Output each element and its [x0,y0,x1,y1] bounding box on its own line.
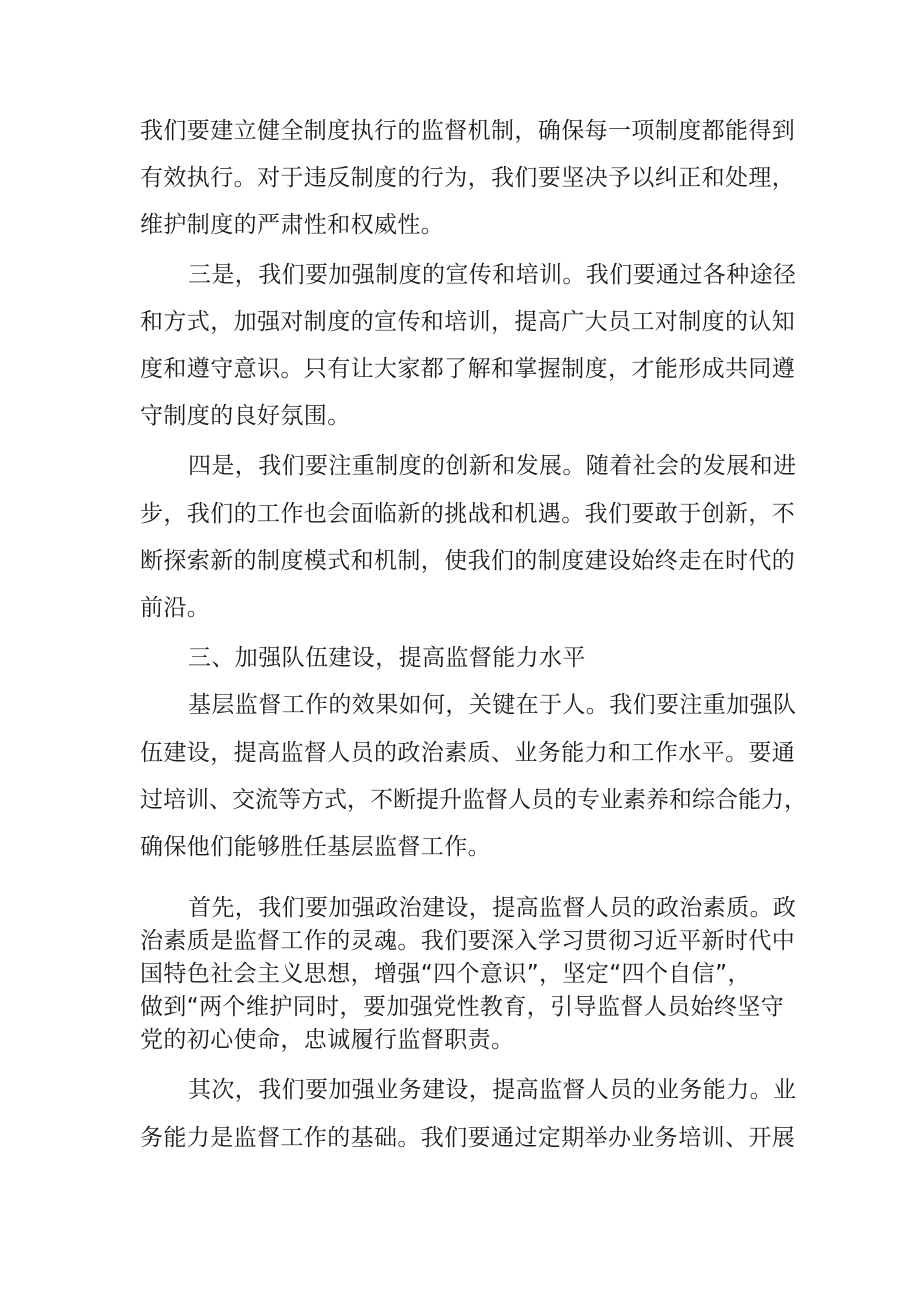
body-text-line: 步，我们的工作也会面临新的挑战和机遇。我们要敢于创新，不 [140,501,796,527]
body-text-line: 和方式，加强对制度的宣传和培训，提高广大员工对制度的认知 [140,309,796,335]
body-text-line: 度和遵守意识。只有让大家都了解和掌握制度，才能形成共同遵 [140,356,796,382]
body-text-line: 务能力是监督工作的基础。我们要通过定期举办业务培训、开展 [140,1125,796,1151]
paragraph-first-line: 首先，我们要加强政治建设，提高监督人员的政治素质。政 [188,895,797,921]
body-text-line: 前沿。 [140,595,211,621]
section-heading: 三、加强队伍建设，提高监督能力水平 [188,645,586,671]
body-text-line: 国特色社会主义思想，增强“四个意识”，坚定“四个自信”， [140,961,751,987]
body-text-line: 党的初心使命，忠诚履行监督职责。 [140,1027,515,1053]
body-text-line: 做到“两个维护同时，要加强党性教育，引导监督人员始终坚守 [140,994,785,1020]
paragraph-first-line: 四是，我们要注重制度的创新和发展。随着社会的发展和进 [188,453,797,479]
body-text-line: 治素质是监督工作的灵魂。我们要深入学习贯彻习近平新时代中 [140,928,796,954]
body-text-line: 确保他们能够胜任基层监督工作。 [140,834,491,860]
body-text-line: 我们要建立健全制度执行的监督机制，确保每一项制度都能得到 [140,118,796,144]
body-text-line: 过培训、交流等方式，不断提升监督人员的专业素养和综合能力， [140,787,807,813]
body-text-line: 有效执行。对于违反制度的行为，我们要坚决予以纠正和处理， [140,165,796,191]
paragraph-first-line: 其次，我们要加强业务建设，提高监督人员的业务能力。业 [188,1077,797,1103]
body-text-line: 维护制度的严肃性和权威性。 [140,212,445,238]
paragraph-first-line: 基层监督工作的效果如何，关键在于人。我们要注重加强队 [188,692,797,718]
body-text-line: 伍建设，提高监督人员的政治素质、业务能力和工作水平。要通 [140,740,796,766]
body-text-line: 守制度的良好氛围。 [140,403,351,429]
paragraph-first-line: 三是，我们要加强制度的宣传和培训。我们要通过各种途径 [188,262,797,288]
body-text-line: 断探索新的制度模式和机制，使我们的制度建设始终走在时代的 [140,548,796,574]
